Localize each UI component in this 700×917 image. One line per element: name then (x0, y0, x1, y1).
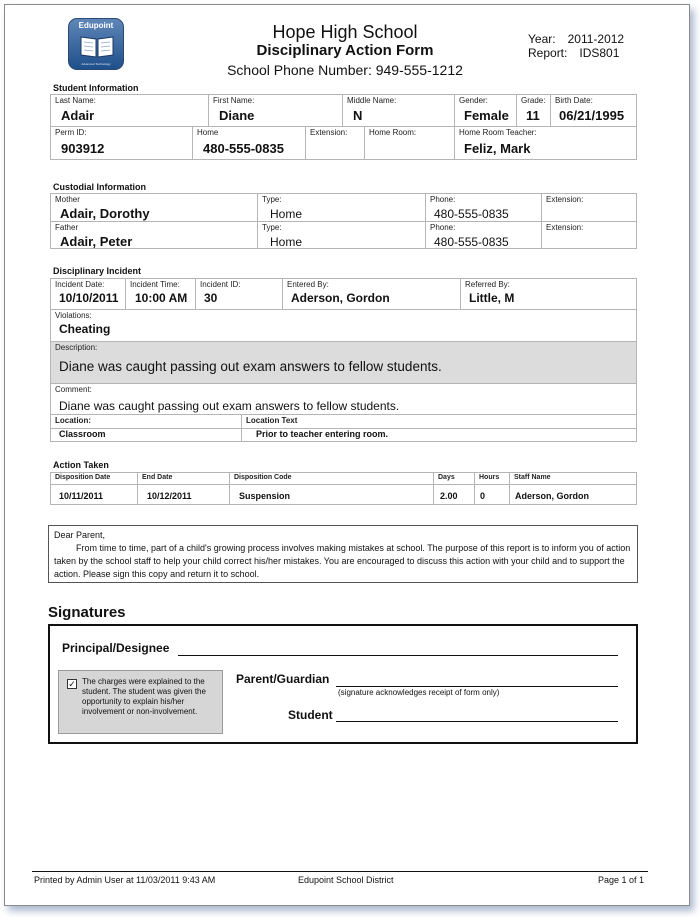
custodian-ext-cell (541, 222, 636, 249)
custodian-name-cell (51, 222, 257, 249)
explanation-checkbox[interactable]: ✓ (68, 679, 76, 689)
custodian-ext-label: Extension: (546, 195, 584, 204)
action-col-disposition-date (51, 473, 137, 504)
incident-time-label: Incident Time: (130, 280, 180, 289)
home-phone-value: 480-555-0835 (203, 141, 284, 156)
grade-cell (516, 95, 550, 126)
custodian-ext-cell (541, 194, 636, 221)
report-value: IDS801 (579, 46, 620, 60)
parent-signature-note: (signature acknowledges receipt of form only) (338, 688, 500, 697)
perm-id-cell (51, 127, 192, 160)
custodian-name: Adair, Peter (60, 234, 133, 249)
signatures-title: Signatures (48, 604, 126, 621)
action-header: Disposition Code (234, 474, 292, 481)
last-name-value: Adair (61, 108, 95, 123)
home-phone-cell (192, 127, 305, 160)
year-field (528, 32, 624, 46)
report-label: Report: (528, 46, 568, 60)
report-field (528, 46, 619, 60)
edupoint-logo (68, 18, 124, 70)
home-room-label: Home Room: (369, 128, 417, 137)
custodian-type-label: Type: (262, 223, 282, 232)
referred-by-label: Referred By: (465, 280, 510, 289)
form-title: Disciplinary Action Form (256, 42, 434, 59)
referred-by-cell (460, 279, 636, 309)
custodian-ext-label: Extension: (546, 223, 584, 232)
birth-date-cell (550, 95, 636, 126)
middle-name-label: Middle Name: (347, 96, 397, 105)
action-header: Disposition Date (55, 474, 111, 481)
signatures-box (48, 624, 638, 744)
incident-box (50, 278, 637, 442)
custodian-type-cell (257, 194, 425, 221)
home-room-cell (364, 127, 454, 160)
custodian-type: Home (270, 207, 303, 221)
description-label: Description: (55, 343, 98, 352)
location-label: Location: (55, 416, 91, 425)
custodian-phone-label: Phone: (430, 223, 456, 232)
birth-date-label: Birth Date: (555, 96, 593, 105)
violations-label: Violations: (55, 311, 92, 320)
student-info-box (50, 94, 637, 160)
first-name-label: First Name: (213, 96, 255, 105)
custodian-phone: 480-555-0835 (434, 235, 509, 249)
explanation-checkbox-text: The charges were explained to the student. The student was given the opportunity to explain his/her involvement or non-involvement. (82, 677, 206, 716)
violations-cell (51, 310, 636, 340)
action-cell: 10/12/2011 (147, 491, 192, 501)
incident-date-label: Incident Date: (55, 280, 105, 289)
year-label: Year: (528, 32, 556, 46)
letter-body-wrap (54, 542, 632, 581)
first-name-cell (208, 95, 342, 126)
custodian-type-label: Type: (262, 195, 282, 204)
entered-by-cell (282, 279, 460, 309)
parent-letter (48, 525, 638, 583)
student-label: Student (288, 708, 333, 722)
custodian-name-cell (51, 194, 257, 221)
comment-cell (51, 384, 636, 414)
footer-printed-by: Printed by Admin User at 11/03/2011 9:43 AM (34, 875, 216, 885)
student-section-title: Student Information (53, 83, 139, 93)
letter-body: From time to time, part of a child's growing process involves making mistakes at school. The purpose of this report is to inform you of action taken by the school staff to help your child correct his/her mistakes. You are encouraged to discuss this action with your child and to support the action. Please sign this copy and return it to school. (54, 543, 631, 579)
action-col-end-date (137, 473, 229, 504)
description-value: Diane was caught passing out exam answers to fellow students. (59, 359, 442, 374)
birth-date-value: 06/21/1995 (559, 108, 625, 123)
action-cell: Suspension (239, 491, 291, 501)
entered-by-label: Entered By: (287, 280, 329, 289)
action-cell: 10/11/2011 (59, 491, 104, 501)
location-text-label: Location Text (246, 416, 298, 425)
incident-date-cell (51, 279, 125, 309)
parent-label: Parent/Guardian (236, 672, 330, 686)
last-name-label: Last Name: (55, 96, 96, 105)
book-icon (79, 34, 115, 58)
principal-label: Principal/Designee (62, 641, 170, 655)
action-cell: 0 (480, 491, 486, 501)
last-name-cell (51, 95, 208, 126)
year-value: 2011-2012 (567, 32, 625, 46)
incident-id-cell (195, 279, 282, 309)
action-table (50, 472, 637, 505)
action-section-title: Action Taken (53, 460, 109, 470)
grade-label: Grade: (521, 96, 546, 105)
custodian-phone-cell (425, 222, 541, 249)
perm-id-value: 903912 (61, 141, 105, 156)
first-name-value: Diane (219, 108, 255, 123)
grade-value: 11 (526, 108, 540, 123)
logo-text: Edupoint (78, 21, 114, 30)
action-header: End Date (142, 474, 173, 481)
explanation-checkbox-panel (58, 670, 223, 734)
description-cell (51, 341, 636, 383)
parent-signature-line[interactable] (336, 686, 618, 687)
middle-name-cell (342, 95, 454, 126)
custodian-phone-cell (425, 194, 541, 221)
perm-id-label: Perm ID: (55, 128, 87, 137)
entered-by-value: Aderson, Gordon (291, 291, 390, 305)
principal-signature-line[interactable] (178, 655, 618, 656)
teacher-value: Feliz, Mark (464, 141, 531, 156)
action-header: Days (438, 474, 455, 481)
action-col-staff-name (509, 473, 636, 504)
gender-cell (454, 95, 516, 126)
action-header: Staff Name (514, 474, 551, 481)
incident-id-value: 30 (204, 291, 218, 305)
footer-district: Edupoint School District (298, 875, 394, 885)
incident-time-cell (125, 279, 195, 309)
custodial-info-box (50, 193, 637, 249)
incident-date-value: 10/10/2011 (59, 291, 119, 305)
custodian-type: Home (270, 235, 303, 249)
school-phone: School Phone Number: 949-555-1212 (227, 62, 463, 78)
custodian-name: Adair, Dorothy (60, 206, 150, 221)
custodian-phone: 480-555-0835 (434, 207, 509, 221)
referred-by-value: Little, M (469, 291, 515, 305)
location-value: Classroom (59, 429, 106, 439)
action-col-hours (474, 473, 509, 504)
action-cell: Aderson, Gordon (515, 491, 589, 501)
home-phone-label: Home (197, 128, 219, 137)
letter-greeting: Dear Parent, (54, 530, 106, 540)
custodian-relation: Father (55, 223, 79, 232)
custodian-relation: Mother (55, 195, 80, 204)
gender-label: Gender: (459, 96, 488, 105)
custodial-section-title: Custodial Information (53, 182, 146, 192)
custodian-phone-label: Phone: (430, 195, 456, 204)
school-name: Hope High School (272, 22, 418, 42)
extension-cell (305, 127, 364, 160)
incident-section-title: Disciplinary Incident (53, 266, 142, 276)
custodian-type-cell (257, 222, 425, 249)
extension-label: Extension: (310, 128, 348, 137)
incident-time-value: 10:00 AM (135, 291, 188, 305)
action-col-disposition-code (229, 473, 433, 504)
action-header: Hours (479, 474, 500, 481)
violations-value: Cheating (59, 322, 111, 336)
middle-name-value: N (353, 108, 363, 123)
incident-id-label: Incident ID: (200, 280, 241, 289)
footer-rule (32, 871, 648, 872)
teacher-cell (454, 127, 636, 160)
logo-tagline: Advanced Technology (81, 62, 111, 66)
comment-value: Diane was caught passing out exam answers to fellow students. (59, 399, 400, 413)
footer-page-number: Page 1 of 1 (598, 875, 645, 885)
gender-value: Female (464, 108, 509, 123)
teacher-label: Home Room Teacher: (459, 128, 537, 137)
action-col-days (433, 473, 474, 504)
location-text-value: Prior to teacher entering room. (256, 429, 389, 439)
student-signature-line[interactable] (336, 721, 618, 722)
action-cell: 2.00 (440, 491, 458, 501)
comment-label: Comment: (55, 385, 92, 394)
